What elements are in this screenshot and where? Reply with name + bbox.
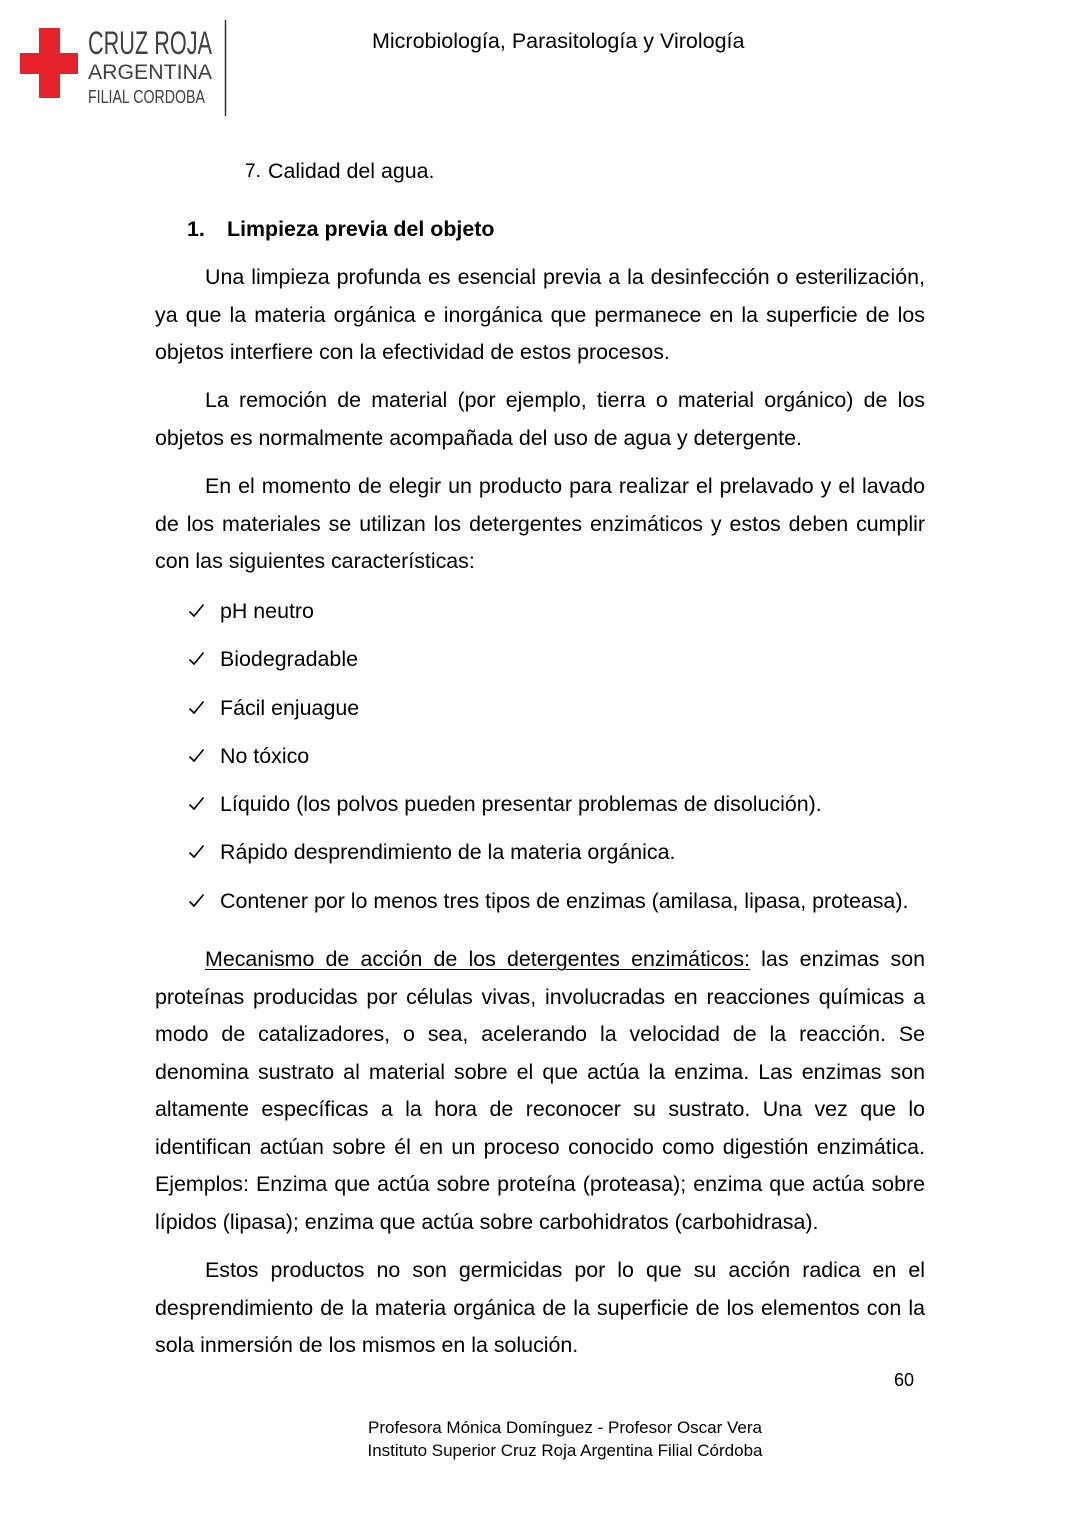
characteristics-list: [188, 587, 928, 925]
list-item: [188, 732, 928, 780]
list-item-text: Rápido desprendimiento de la materia orgánica.: [220, 840, 676, 865]
footer: [265, 1416, 865, 1462]
check-icon: [188, 602, 205, 619]
paragraph-line: con las siguientes características:: [155, 549, 475, 573]
list-item: [188, 635, 928, 683]
red-cross-icon: [20, 28, 78, 98]
list-item-text: No tóxico: [220, 743, 310, 768]
list-item: [188, 828, 928, 876]
paragraph-line: lípidos (lipasa); enzima que actúa sobre carbohidratos (carbohidrasa).: [155, 1209, 819, 1234]
paragraph-3: [155, 468, 925, 581]
paragraph-line: de los materiales se utilizan los detergentes enzimáticos y estos deben cumplir: [155, 511, 925, 536]
mechanism-lead: Mecanismo de acción de los detergentes enzimáticos:: [205, 947, 750, 971]
check-icon: [188, 843, 205, 860]
paragraph-line: Estos productos no son germicidas por lo que su acción radica en el: [205, 1258, 925, 1282]
check-icon: [188, 892, 205, 909]
paragraph-mechanism: [155, 941, 925, 1241]
section-title: Limpieza previa del objeto: [227, 217, 495, 241]
footer-authors: Profesora Mónica Domínguez - Profesor Oscar Vera: [368, 1418, 762, 1437]
list-number: 7.: [245, 161, 261, 182]
list-item-text: pH neutro: [220, 599, 314, 623]
paragraph-closing: [155, 1252, 925, 1365]
page-number: 60: [894, 1370, 915, 1390]
paragraph-line: objetos interfiere con la efectividad de estos procesos.: [155, 340, 670, 364]
section-heading: [187, 211, 495, 249]
list-item: [188, 587, 928, 635]
paragraph-line: En el momento de elegir un producto para realizar el prelavado y el lavado: [205, 474, 925, 498]
list-item-text: Líquido (los polvos pueden presentar problemas de disolución).: [220, 792, 822, 817]
logo: [0, 0, 240, 122]
list-item-text: Fácil enjuague: [220, 695, 360, 720]
paragraph-line: identifican actúan sobre él en un proceso conocido como digestión enzimática.: [155, 1134, 925, 1159]
paragraph-line: sola inmersión de los mismos en la solución.: [155, 1333, 579, 1357]
paragraph-line: objetos es normalmente acompañada del uso de agua y detergente.: [155, 425, 802, 450]
paragraph-line: ya que la materia orgánica e inorgánica que permanece en la superficie de los: [155, 302, 925, 327]
list-item: [188, 780, 928, 828]
check-icon: [188, 795, 205, 812]
paragraph-line: proteínas producidas por células vivas, involucradas en reacciones químicas a: [155, 984, 925, 1009]
paragraph-line: [155, 941, 925, 979]
footer-institution: Instituto Superior Cruz Roja Argentina Filial Córdoba: [367, 1441, 763, 1460]
paragraph-line: La remoción de material (por ejemplo, tierra o material orgánico) de los: [205, 388, 925, 412]
paragraph-line: altamente específicas a la hora de reconocer su sustrato. Una vez que lo: [155, 1097, 925, 1121]
paragraph-1: [155, 259, 925, 372]
check-icon: [188, 699, 205, 716]
list-item: [188, 877, 928, 925]
logo-branch: FILIAL CORDOBA: [88, 87, 205, 107]
list-item-7: [245, 153, 435, 191]
document-title: Microbiología, Parasitología y Virología: [372, 29, 745, 53]
check-icon: [188, 650, 205, 667]
paragraph-line: Ejemplos: Enzima que actúa sobre proteína (proteasa); enzima que actúa sobre: [155, 1172, 925, 1196]
logo-country: ARGENTINA: [88, 61, 212, 84]
list-item-text: Contener por lo menos tres tipos de enzimas (amilasa, lipasa, proteasa).: [220, 888, 909, 913]
paragraph-2: [155, 382, 925, 457]
section-number: 1.: [187, 217, 205, 241]
paragraph-line: modo de catalizadores, o sea, acelerando la velocidad de la reacción. Se: [155, 1022, 925, 1046]
list-text: Calidad del agua.: [268, 159, 435, 183]
paragraph-line: denomina sustrato al material sobre el que actúa la enzima. Las enzimas son: [155, 1059, 925, 1084]
list-item: [188, 684, 928, 732]
paragraph-line: Una limpieza profunda es esencial previa a la desinfección o esterilización,: [205, 265, 925, 289]
check-icon: [188, 747, 205, 764]
list-item-text: Biodegradable: [220, 647, 358, 672]
paragraph-line-text: las enzimas son: [761, 947, 925, 971]
logo-name: CRUZ ROJA: [88, 25, 213, 61]
paragraph-line: desprendimiento de la materia orgánica de la superficie de los elementos con la: [155, 1295, 925, 1320]
